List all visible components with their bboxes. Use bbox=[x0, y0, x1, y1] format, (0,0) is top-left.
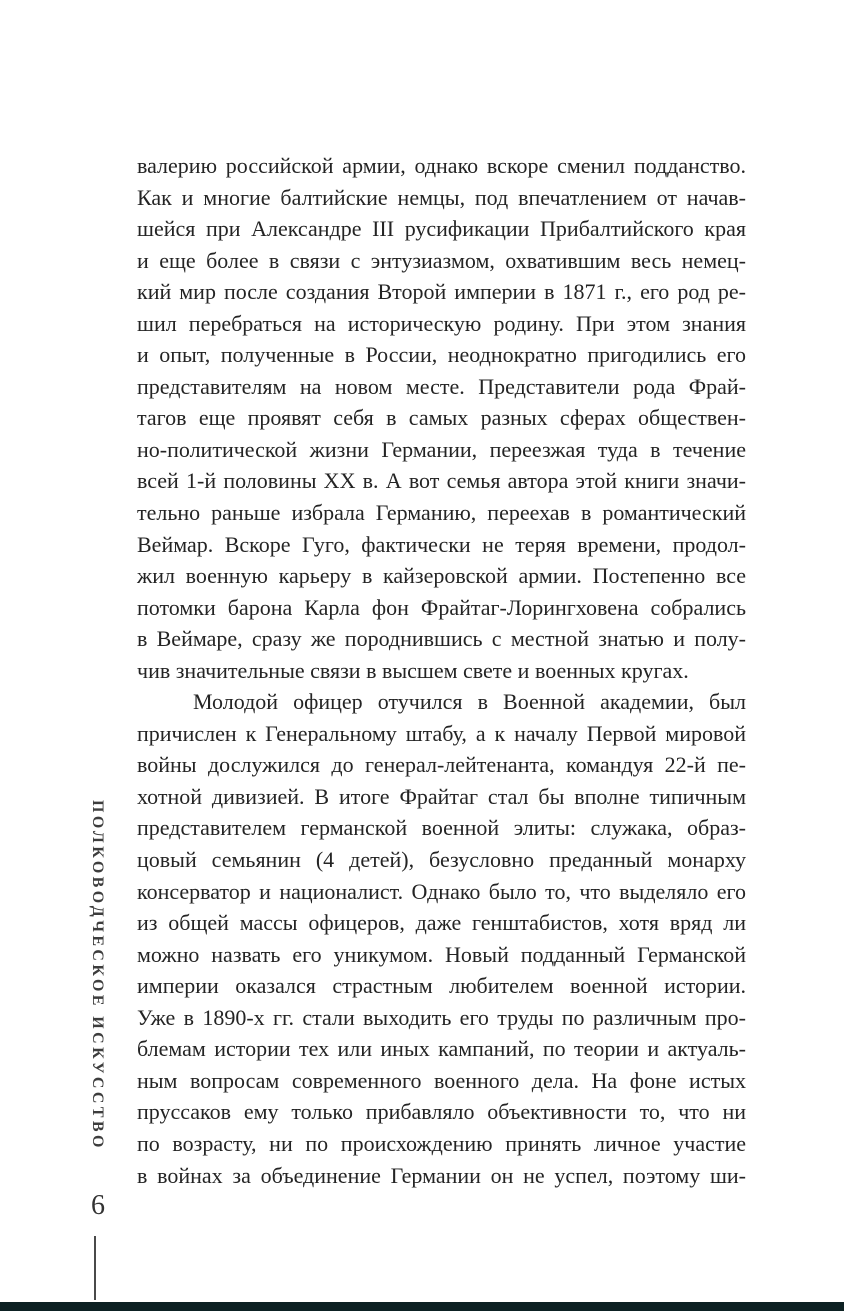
text-line: по возрасту, ни по происхождению принять личное участие bbox=[137, 1130, 746, 1156]
text-line: представителем германской военной элиты: служака, образ- bbox=[137, 815, 746, 841]
text-line: шил перебраться на историческую родину. При этом знания bbox=[137, 310, 746, 336]
text-line: потомки барона Карла фон Фрайтаг-Лорингховена собрались bbox=[137, 594, 746, 620]
running-title: ПОЛКОВОДЧЕСКОЕ ИСКУССТВО bbox=[89, 800, 106, 1151]
text-line: валерию российской армии, однако вскоре сменил подданство. bbox=[137, 153, 746, 178]
text-line: можно назвать его уникумом. Новый подданный Германской bbox=[137, 941, 746, 967]
text-line: войны дослужился до генерал-лейтенанта, командуя 22-й пе- bbox=[137, 752, 746, 778]
text-line: империи оказался страстным любителем военной истории. bbox=[137, 973, 746, 999]
bottom-bar bbox=[0, 1302, 844, 1311]
text-line: причислен к Генеральному штабу, а к началу Первой мировой bbox=[137, 720, 746, 746]
text-line: из общей массы офицеров, даже генштабистов, хотя вряд ли bbox=[137, 910, 746, 936]
text-line: тельно раньше избрала Германию, переехав в романтический bbox=[137, 500, 746, 526]
text-line: чив значительные связи в высшем свете и военных кругах. bbox=[137, 657, 689, 683]
text-line: блемам истории тех или иных кампаний, по теории и актуаль- bbox=[137, 1036, 746, 1062]
text-line: пруссаков ему только прибавляло объективности то, что ни bbox=[137, 1099, 746, 1125]
text-line: и опыт, полученные в России, неоднократно пригодились его bbox=[137, 342, 746, 368]
text-line: в Веймаре, сразу же породнившись с местной знатью и полу- bbox=[137, 626, 746, 652]
text-line: представителям на новом месте. Представители рода Фрай- bbox=[137, 373, 746, 399]
body-text bbox=[137, 150, 746, 1191]
text-line: Уже в 1890-х гг. стали выходить его труды по различным про- bbox=[137, 1004, 746, 1030]
text-line: ным вопросам современного военного дела. На фоне истых bbox=[137, 1067, 746, 1093]
page-number: 6 bbox=[91, 1190, 105, 1221]
text-line: но-политической жизни Германии, переезжая туда в течение bbox=[137, 436, 746, 462]
paragraph bbox=[137, 686, 746, 1191]
footer-rule bbox=[94, 1236, 96, 1300]
text-line: хотной дивизией. В итоге Фрайтаг стал бы вполне типичным bbox=[137, 783, 746, 809]
text-line: и еще более в связи с энтузиазмом, охватившим весь немец- bbox=[137, 247, 746, 273]
text-line: жил военную карьеру в кайзеровской армии. Постепенно все bbox=[137, 563, 746, 589]
text-line: в войнах за объединение Германии он не успел, поэтому ши- bbox=[137, 1162, 746, 1188]
paragraph bbox=[137, 150, 746, 686]
text-line: Как и многие балтийские немцы, под впечатлением от начав- bbox=[137, 184, 746, 210]
text-line: Веймар. Вскоре Гуго, фактически не теряя времени, продол- bbox=[137, 531, 746, 557]
text-line: кий мир после создания Второй империи в 1871 г., его род ре- bbox=[137, 279, 746, 305]
text-line: шейся при Александре III русификации Прибалтийского края bbox=[137, 216, 746, 242]
text-line: цовый семьянин (4 детей), безусловно преданный монарху bbox=[137, 847, 746, 873]
text-line: Молодой офицер отучился в Военной академии, был bbox=[193, 689, 746, 715]
text-line: всей 1-й половины XX в. А вот семья автора этой книги значи- bbox=[137, 468, 746, 494]
text-line: тагов еще проявят себя в самых разных сферах обществен- bbox=[137, 405, 746, 431]
text-line: консерватор и националист. Однако было то, что выделяло его bbox=[137, 878, 746, 904]
